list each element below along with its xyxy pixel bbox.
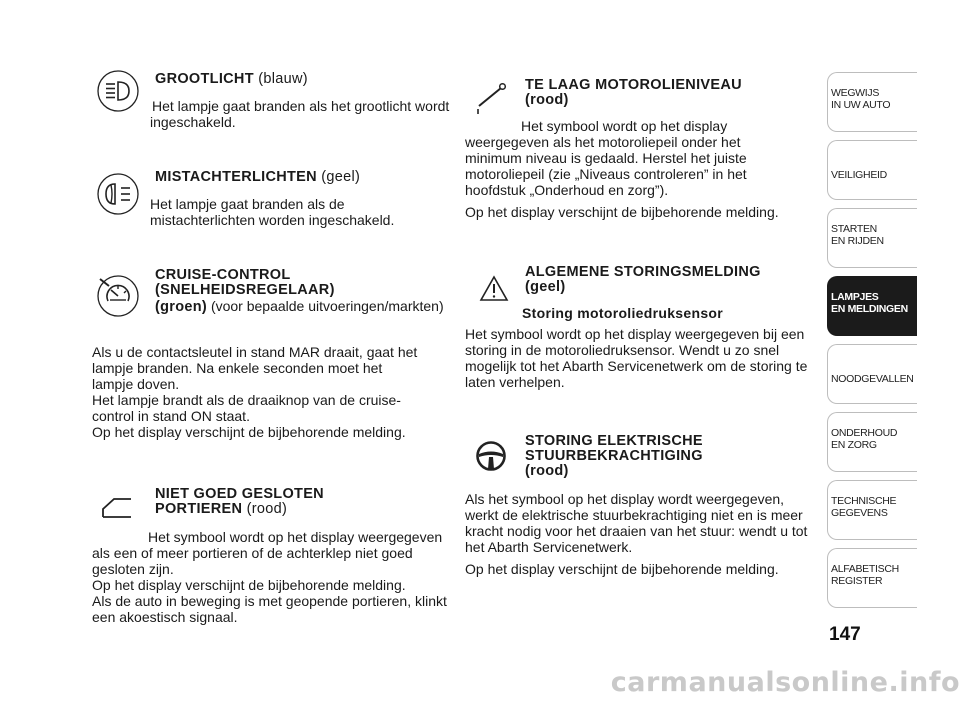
- tab-label-line1: STARTEN: [831, 223, 877, 235]
- doors-text-3: Als de auto in beweging is met geopende portieren, klinkt een akoestisch signaal.: [92, 593, 447, 625]
- tab-noodgevallen[interactable]: [827, 344, 917, 404]
- tab-label-line1: WEGWIJS: [831, 87, 880, 99]
- section-cruise-control: [92, 262, 450, 477]
- steering-title-line1: STORING ELEKTRISCHE: [525, 433, 703, 449]
- high-beam-icon: [96, 69, 140, 113]
- oil-dipstick-icon: [473, 80, 507, 116]
- rear-fog-lights-color: (geel): [321, 169, 361, 185]
- tab-label-line2: EN RIJDEN: [831, 235, 884, 247]
- tab-label-line1: ALFABETISCH: [831, 563, 899, 575]
- rear-fog-light-icon: [96, 172, 140, 216]
- tab-onderhoud[interactable]: [827, 412, 917, 472]
- general-fault-text: Het symbool wordt op het display weergegeven bij een storing in de motoroliedruksensor. Wendt u zo snel mogelijk tot het Abarth Servicenetwerk om de storing te laten verhelpen.: [465, 326, 808, 390]
- cruise-control-text-2: Het lampje brandt als de draaiknop van de cruise-control in stand ON staat.: [92, 392, 401, 424]
- doors-text-2: Op het display verschijnt de bijbehorende melding.: [92, 577, 406, 593]
- general-fault-subtitle: Storing motoroliedruksensor: [522, 305, 724, 321]
- tab-lampjes-active[interactable]: [827, 276, 917, 336]
- rear-fog-lights-title: MISTACHTERLICHTEN (geel): [155, 169, 361, 185]
- tab-technische[interactable]: [827, 480, 917, 540]
- left-column: [92, 62, 450, 637]
- cruise-control-text-1: Als u de contactsleutel in stand MAR draait, gaat het lampje branden. Na enkele seconden moet het lampje doven.: [92, 344, 418, 392]
- tab-label-line1: NOODGEVALLEN: [831, 373, 914, 385]
- tab-label-line1: VEILIGHEID: [831, 169, 887, 181]
- section-high-beam: [92, 62, 450, 162]
- tab-label-line2: EN ZORG: [831, 439, 877, 451]
- section-doors: [92, 477, 450, 637]
- section-steering: [465, 434, 815, 594]
- oil-level-text-2: Op het display verschijnt de bijbehorende melding.: [465, 204, 779, 220]
- tab-label-line2: IN UW AUTO: [831, 99, 891, 111]
- warning-triangle-icon: [479, 275, 509, 303]
- steering-text-1: Als het symbool op het display wordt weergegeven, werkt de elektrische stuurbekrachtiging niet en is meer kracht nodig voor het draaien van het stuur: wendt u tot het Abarth Servicenetwerk.: [465, 491, 808, 555]
- doors-text-1: Het symbool wordt op het display weergegeven als een of meer portieren of de achterklep niet goed gesloten zijn.: [92, 529, 443, 577]
- steering-color: (rood): [525, 463, 569, 479]
- tab-wegwijs[interactable]: [827, 72, 917, 132]
- cruise-control-title-line2: (SNELHEIDSREGELAAR): [155, 282, 335, 298]
- watermark: carmanualsonline.info: [610, 667, 960, 698]
- tab-label-line1: TECHNISCHE: [831, 495, 897, 507]
- tab-label-line1: ONDERHOUD: [831, 427, 898, 439]
- doors-title-line1: NIET GOED GESLOTEN: [155, 486, 324, 502]
- high-beam-title: GROOTLICHT (blauw): [155, 71, 308, 87]
- section-general-fault: [465, 260, 815, 434]
- tab-starten[interactable]: [827, 208, 917, 268]
- doors-color: (rood): [246, 501, 288, 517]
- doors-title-line2: PORTIEREN (rood): [155, 501, 288, 517]
- cruise-control-text-3: Op het display verschijnt de bijbehorende melding.: [92, 424, 406, 440]
- page-number: 147: [829, 624, 861, 645]
- high-beam-text: Het lampje gaat branden als het grootlicht wordt ingeschakeld.: [150, 98, 450, 130]
- steering-wheel-icon: [475, 440, 507, 472]
- steering-title-line2: STUURBEKRACHTIGING: [525, 448, 703, 464]
- cruise-control-icon: [96, 274, 140, 318]
- section-rear-fog-lights: [92, 162, 450, 262]
- cruise-control-color: (groen): [155, 299, 208, 315]
- tab-label-line2: REGISTER: [831, 575, 883, 587]
- cruise-control-title-line1: CRUISE-CONTROL: [155, 267, 291, 283]
- oil-level-color: (rood): [525, 92, 569, 108]
- right-column: [465, 70, 815, 594]
- high-beam-color: (blauw): [258, 71, 308, 87]
- cruise-control-color-note: (voor bepaalde uitvoeringen/markten): [210, 298, 444, 314]
- tab-label-line1: LAMPJES: [831, 291, 879, 303]
- tab-alfabetisch[interactable]: [827, 548, 917, 608]
- tab-label-line2: EN MELDINGEN: [831, 303, 908, 315]
- door-open-icon: [100, 497, 134, 521]
- oil-level-text-1: Het symbool wordt op het display weergegeven als het motoroliepeil onder het minimum niveau is gedaald. Herstel het juiste motoroliepeil (zie „Niveaus controleren” in het hoofdstuk „Onderhoud en zorg”).: [465, 118, 747, 198]
- tab-veiligheid[interactable]: [827, 140, 917, 200]
- tab-label-line2: GEGEVENS: [831, 507, 888, 519]
- rear-fog-lights-text: Het lampje gaat branden als de mistachterlichten worden ingeschakeld.: [150, 196, 395, 228]
- section-oil-level: [465, 70, 815, 260]
- general-fault-color: (geel): [525, 279, 566, 295]
- general-fault-title: ALGEMENE STORINGSMELDING: [525, 264, 761, 280]
- steering-text-2: Op het display verschijnt de bijbehorende melding.: [465, 561, 779, 577]
- oil-level-title: TE LAAG MOTOROLIENIVEAU: [525, 77, 742, 93]
